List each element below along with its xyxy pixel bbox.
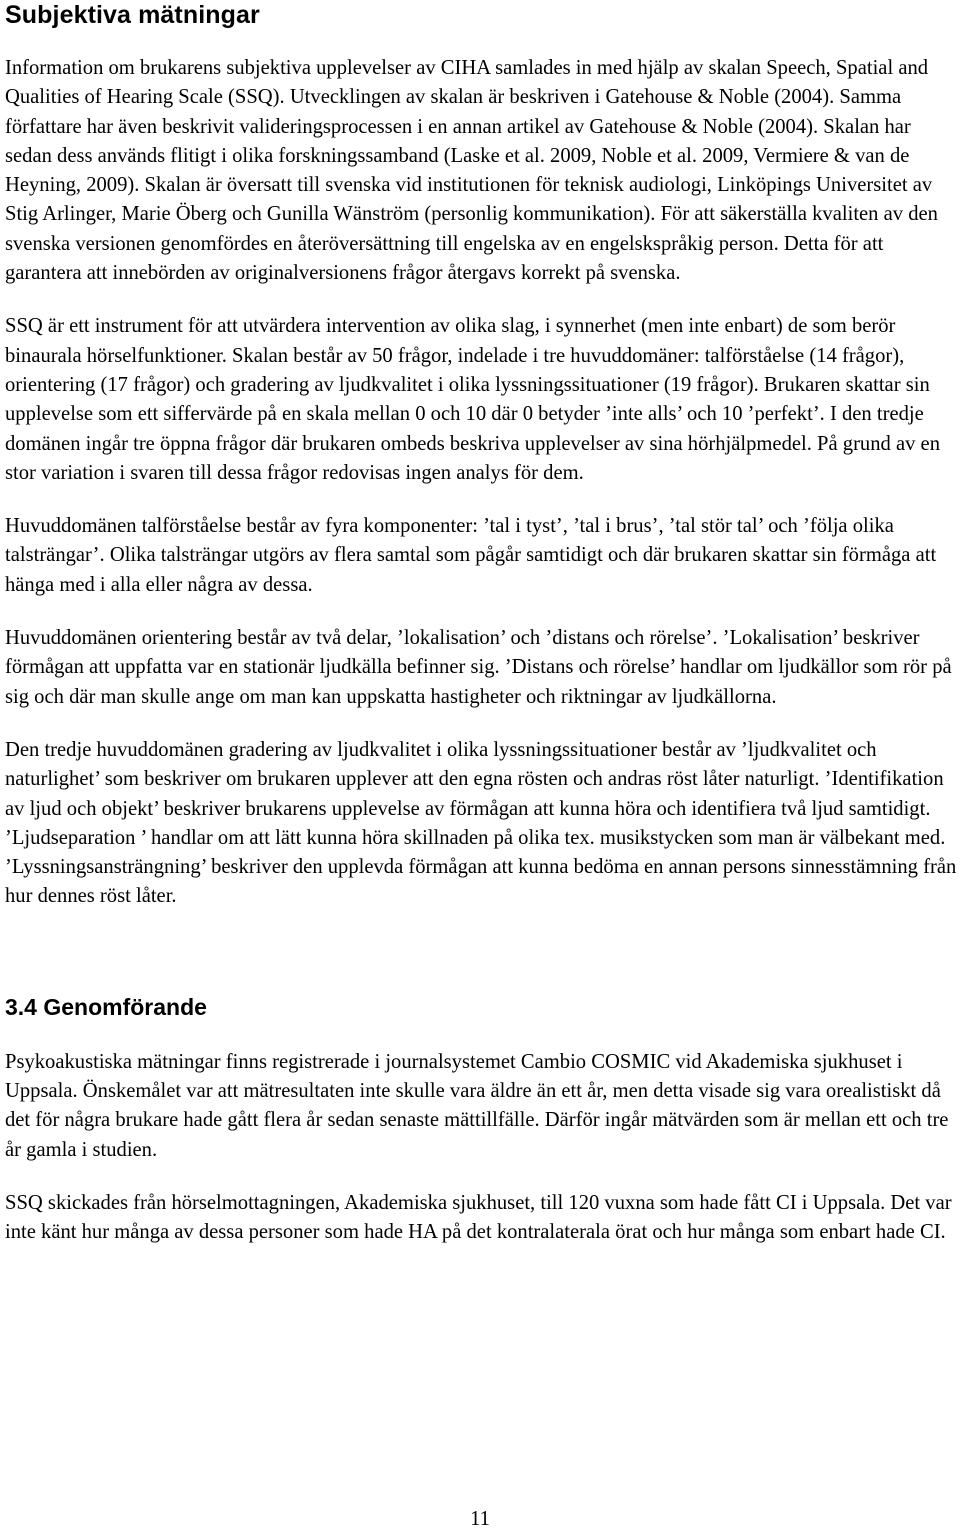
paragraph-spatial-domain: Huvuddomänen orientering består av två delar, ’lokalisation’ och ’distans och rörelse’. ’Lokalisation’ beskriver förmågan att uppfatta var en stationär ljudkälla befinner sig. ’Distans och rörelse’ handlar om ljudkällor som rör på sig och där man skulle ange om man kan uppskatta hastigheter och riktningar av ljudkällorna.	[5, 627, 952, 708]
document-page	[5, 0, 960, 1248]
paragraph-ssq-structure: SSQ är ett instrument för att utvärdera intervention av olika slag, i synnerhet (men inte enbart) de som berör binaurala hörselfunktioner. Skalan består av 50 frågor, indelade i tre huvuddomäner: talförståelse (14 frågor), orientering (17 frågor) och gradering av ljudkvalitet i olika lyssningssituationer (19 frågor). Brukaren skattar sin upplevelse som ett siffervärde på en skala mellan 0 och 10 där 0 betyder ’inte alls’ och 10 ’perfekt’. I den tredje domänen ingår tre öppna frågor där brukaren ombeds beskriva upplevelser av sina hörhjälpmedel. På grund av en stor variation i svaren till dessa frågor redovisas ingen analys för dem.	[5, 315, 940, 484]
section-heading: Subjektiva mätningar	[5, 1, 260, 29]
paragraph-ssq-distribution: SSQ skickades från hörselmottagningen, Akademiska sjukhuset, till 120 vuxna som hade fått CI i Uppsala. Det var inte känt hur många av dessa personer som hade HA på det kontralaterala örat och hur många som enbart hade CI.	[5, 1191, 952, 1244]
paragraph-ssq-background: Information om brukarens subjektiva upplevelser av CIHA samlades in med hjälp av skalan Speech, Spatial and Qualities of Hearing Scale (SSQ). Utvecklingen av skalan är beskriven i Gatehouse & Noble (2004). Samma författare har även beskrivit valideringsprocessen i en annan artikel av Gatehouse & Noble (2004). Skalan har sedan dess används flitigt i olika forskningssamband (Laske et al. 2009, Noble et al. 2009, Vermiere & van de Heyning, 2009). Skalan är översatt till svenska vid institutionen för teknisk audiologi, Linköpings Universitet av Stig Arlinger, Marie Öberg och Gunilla Wänström (personlig kommunikation). För att säkerställa kvaliten av den svenska versionen genomfördes en återöversättning till engelska av en engelskspråkig person. Detta för att garantera att innebörden av originalversionens frågor återgavs korrekt på svenska.	[5, 57, 938, 285]
paragraph-speech-domain: Huvuddomänen talförståelse består av fyra komponenter: ’tal i tyst’, ’tal i brus’, ’tal stör tal’ och ’följa olika talsträngar’. Olika talsträngar utgörs av flera samtal som pågår samtidigt och där brukaren skattar sin förmåga att hänga med i alla eller några av dessa.	[5, 515, 937, 596]
paragraph-measurements: Psykoakustiska mätningar finns registrerade i journalsystemet Cambio COSMIC vid Akademiska sjukhuset i Uppsala. Önskemålet var att mätresultaten inte skulle vara äldre än ett år, men detta visade sig vara orealistiskt då det för några brukare hade gått flera år sedan senaste mättillfälle. Därför ingår mätvärden som är mellan ett och tre år gamla i studien.	[5, 1050, 949, 1161]
subsection-heading: 3.4 Genomförande	[5, 993, 207, 1020]
paragraph-quality-domain: Den tredje huvuddomänen gradering av ljudkvalitet i olika lyssningssituationer består av ’ljudkvalitet och naturlighet’ som beskriver om brukaren upplever att den egna rösten och andras röst låter naturligt. ’Identifikation av ljud och objekt’ beskriver brukarens upplevelse av förmågan att kunna höra och identifiera två ljud samtidigt. ’Ljudseparation ’ handlar om att lätt kunna höra skillnaden på olika tex. musikstycken som man är välbekant med. ’Lyssningsansträngning’ beskriver den upplevda förmågan att kunna bedöma en annan persons sinnesstämning från hur dennes röst låter.	[5, 738, 957, 908]
page-number: 11	[470, 1508, 490, 1530]
